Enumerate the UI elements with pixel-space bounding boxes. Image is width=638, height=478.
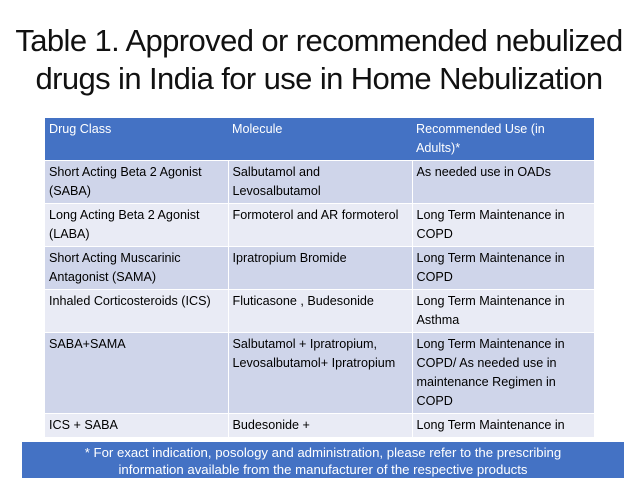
drug-class-cell: Long Acting Beta 2 Agonist (LABA) bbox=[45, 204, 228, 247]
recommended-use-cell: Long Term Maintenance in COPD bbox=[412, 247, 594, 290]
drug-table bbox=[45, 118, 594, 437]
header-molecule: Molecule bbox=[228, 118, 412, 161]
table-row bbox=[45, 290, 594, 333]
title-line-1-text: Approved or recommended nebulized bbox=[125, 23, 623, 58]
title-prefix: Table 1. bbox=[15, 23, 120, 58]
molecule-cell: Formoterol and AR formoterol bbox=[228, 204, 412, 247]
slide-title bbox=[0, 22, 638, 98]
table-row bbox=[45, 204, 594, 247]
molecule-cell: Fluticasone , Budesonide bbox=[228, 290, 412, 333]
drug-class-cell: Inhaled Corticosteroids (ICS) bbox=[45, 290, 228, 333]
drug-class-cell: ICS + SABA bbox=[45, 414, 228, 438]
recommended-use-cell: Long Term Maintenance in COPD/ As needed use in maintenance Regimen in COPD bbox=[412, 333, 594, 414]
title-line-1 bbox=[0, 22, 638, 60]
recommended-use-cell: Long Term Maintenance in COPD bbox=[412, 204, 594, 247]
table-row bbox=[45, 247, 594, 290]
footnote-line-1: * For exact indication, posology and administration, please refer to the prescribing bbox=[84, 445, 562, 460]
drug-class-cell: Short Acting Muscarinic Antagonist (SAMA) bbox=[45, 247, 228, 290]
table-row bbox=[45, 414, 594, 438]
molecule-cell: Salbutamol and Levosalbutamol bbox=[228, 161, 412, 204]
table-row bbox=[45, 161, 594, 204]
molecule-cell: Ipratropium Bromide bbox=[228, 247, 412, 290]
footnote-line-2: information available from the manufacturer of the respective products bbox=[118, 462, 528, 477]
header-drug-class: Drug Class bbox=[45, 118, 228, 161]
table-row bbox=[45, 333, 594, 414]
drug-class-cell: Short Acting Beta 2 Agonist (SABA) bbox=[45, 161, 228, 204]
table-header-row bbox=[45, 118, 594, 161]
recommended-use-cell: As needed use in OADs bbox=[412, 161, 594, 204]
drug-table-container bbox=[45, 118, 594, 448]
recommended-use-cell: Long Term Maintenance in bbox=[412, 414, 594, 438]
drug-class-cell: SABA+SAMA bbox=[45, 333, 228, 414]
title-line-2: drugs in India for use in Home Nebulization bbox=[35, 61, 603, 96]
recommended-use-cell: Long Term Maintenance in Asthma bbox=[412, 290, 594, 333]
molecule-cell: Salbutamol + Ipratropium, Levosalbutamol+ Ipratropium bbox=[228, 333, 412, 414]
footnote-banner bbox=[22, 442, 624, 478]
header-recommended-use: Recommended Use (in Adults)* bbox=[412, 118, 594, 161]
molecule-cell: Budesonide + bbox=[228, 414, 412, 438]
